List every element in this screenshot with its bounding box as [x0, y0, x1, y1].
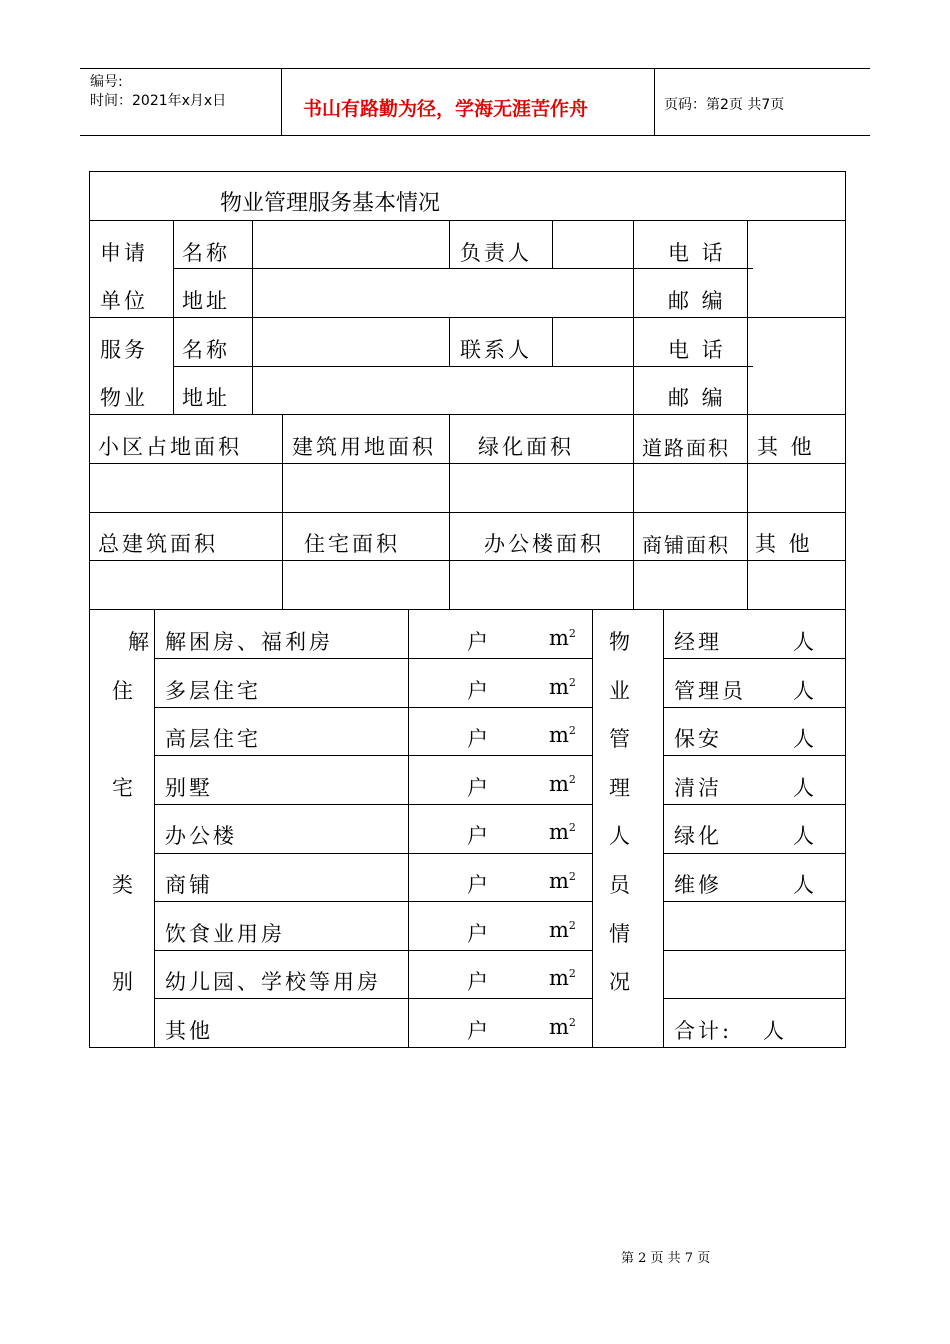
property-group-label-1: 服务	[100, 338, 148, 362]
staff-role-name: 管理员	[674, 679, 746, 703]
staff-role-name: 维修	[674, 873, 722, 897]
housing-unit-area: $m^2$	[549, 723, 576, 747]
property-group-label-2: 物业	[100, 386, 148, 410]
staff-person-unit: 人	[793, 873, 817, 897]
area-unit-exponent: 2	[568, 627, 576, 640]
area-header-road: 道路面积	[642, 436, 730, 460]
staff-person-unit: 人	[793, 727, 817, 751]
housing-type-name: 多层住宅	[165, 679, 261, 703]
housing-unit-area: $m^2$	[549, 675, 576, 699]
serial-label: 编号:	[90, 74, 123, 90]
area-unit-exponent: 2	[568, 676, 576, 689]
total-unit: 人	[763, 1019, 787, 1043]
applicant-name-label: 名称	[182, 241, 230, 265]
footer-page-number: 第 2 页 共 7 页	[621, 1251, 711, 1266]
housing-unit-hu: 户	[467, 776, 491, 800]
applicant-group-label-1: 申请	[100, 241, 148, 265]
applicant-phone-label: 电 话	[668, 241, 726, 265]
housing-type-name: 办公楼	[165, 824, 237, 848]
housing-unit-hu: 户	[467, 824, 491, 848]
area-unit-exponent: 2	[568, 870, 576, 883]
housing-category-char: 类	[112, 873, 133, 897]
staff-group-char: 情	[609, 922, 630, 946]
housing-unit-hu: 户	[467, 1019, 491, 1043]
area-header-other-1: 其 他	[757, 435, 815, 459]
housing-type-name: 解困房、福利房	[165, 630, 333, 654]
property-address-label: 地址	[182, 386, 230, 410]
staff-group-char: 人	[609, 824, 630, 848]
housing-category-char: 别	[112, 970, 133, 994]
property-name-label: 名称	[182, 338, 230, 362]
area-header-office: 办公楼面积	[484, 532, 604, 556]
housing-unit-area: $m^2$	[549, 918, 576, 942]
staff-role-name: 清洁	[674, 776, 722, 800]
housing-type-name: 幼儿园、学校等用房	[165, 970, 381, 994]
housing-category-char: 宅	[112, 776, 133, 800]
housing-unit-area: $m^2$	[549, 626, 576, 650]
area-unit-exponent: 2	[568, 967, 576, 980]
housing-unit-area: $m^2$	[549, 820, 576, 844]
applicant-leader-label: 负责人	[460, 241, 532, 265]
staff-group-char: 业	[609, 679, 630, 703]
housing-type-name: 商铺	[165, 873, 213, 897]
area-unit-exponent: 2	[568, 724, 576, 737]
staff-person-unit: 人	[793, 776, 817, 800]
housing-unit-hu: 户	[467, 873, 491, 897]
applicant-address-label: 地址	[182, 289, 230, 313]
area-header-shop: 商铺面积	[642, 533, 730, 557]
area-unit-exponent: 2	[568, 1016, 576, 1029]
staff-group-char: 况	[609, 970, 630, 994]
housing-unit-hu: 户	[467, 922, 491, 946]
housing-type-name: 高层住宅	[165, 727, 261, 751]
time-label: 时间：2021年x月x日	[90, 93, 227, 109]
housing-unit-hu: 户	[467, 679, 491, 703]
applicant-postcode-label: 邮 编	[668, 289, 726, 313]
staff-person-unit: 人	[793, 630, 817, 654]
housing-unit-area: $m^2$	[549, 1015, 576, 1039]
property-phone-label: 电 话	[668, 338, 726, 362]
housing-unit-hu: 户	[467, 727, 491, 751]
staff-role-name: 绿化	[674, 824, 722, 848]
staff-group-char: 理	[609, 776, 630, 800]
area-header-construction-land: 建筑用地面积	[292, 435, 436, 459]
applicant-group-label-2: 单位	[100, 289, 148, 313]
staff-role-name: 经理	[674, 630, 722, 654]
area-unit-exponent: 2	[568, 821, 576, 834]
housing-type-name: 饮食业用房	[165, 922, 285, 946]
area-unit-exponent: 2	[568, 919, 576, 932]
housing-type-name: 其他	[165, 1019, 213, 1043]
property-postcode-label: 邮 编	[668, 386, 726, 410]
housing-unit-hu: 户	[467, 970, 491, 994]
housing-unit-area: $m^2$	[549, 966, 576, 990]
staff-person-unit: 人	[793, 824, 817, 848]
area-header-total-building: 总建筑面积	[98, 532, 218, 556]
housing-category-char: 住	[112, 679, 133, 703]
area-header-green: 绿化面积	[478, 435, 574, 459]
housing-category-char: 解	[128, 630, 149, 654]
housing-unit-hu: 户	[467, 630, 491, 654]
staff-person-unit: 人	[793, 679, 817, 703]
area-unit-exponent: 2	[568, 773, 576, 786]
area-header-other-2: 其 他	[755, 532, 813, 556]
total-label: 合计:	[674, 1019, 733, 1043]
staff-group-char: 物	[609, 630, 630, 654]
staff-group-char: 管	[609, 727, 630, 751]
area-header-land: 小区占地面积	[98, 435, 242, 459]
page-label: 页码：第2页 共7页	[664, 97, 785, 113]
table-title: 物业管理服务基本情况	[220, 191, 441, 216]
staff-group-char: 员	[609, 873, 630, 897]
staff-role-name: 保安	[674, 727, 722, 751]
motto: 书山有路勤为径，学海无涯苦作舟	[303, 98, 589, 120]
property-contact-label: 联系人	[460, 338, 532, 362]
housing-unit-area: $m^2$	[549, 869, 576, 893]
housing-unit-area: $m^2$	[549, 772, 576, 796]
housing-type-name: 别墅	[165, 776, 213, 800]
area-header-residential: 住宅面积	[304, 532, 400, 556]
